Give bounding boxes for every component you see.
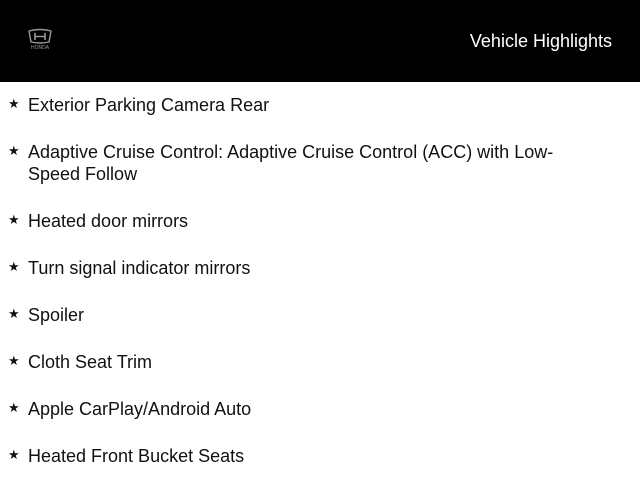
highlight-label: Exterior Parking Camera Rear — [28, 95, 270, 115]
svg-text:HONDA: HONDA — [30, 45, 50, 50]
star-icon: ★ — [8, 353, 20, 368]
list-item — [0, 210, 640, 232]
highlight-label: Heated Front Bucket Seats — [28, 446, 245, 466]
highlight-label: Cloth Seat Trim — [28, 352, 153, 372]
highlights-list — [0, 94, 640, 492]
page-title: Vehicle Highlights — [469, 31, 612, 51]
list-item — [0, 398, 640, 420]
star-icon: ★ — [8, 212, 20, 227]
star-icon: ★ — [8, 447, 20, 462]
list-item — [0, 445, 640, 467]
star-icon: ★ — [8, 259, 20, 274]
star-icon: ★ — [8, 143, 20, 158]
highlight-label: Turn signal indicator mirrors — [28, 258, 251, 278]
honda-logo-icon — [25, 28, 55, 50]
list-item — [0, 351, 640, 373]
highlight-label: Spoiler — [28, 305, 85, 325]
highlight-label: Heated door mirrors — [28, 211, 189, 231]
star-icon: ★ — [8, 400, 20, 415]
highlight-label: Adaptive Cruise Control: Adaptive Cruise Control (ACC) with Low-Speed Follow — [28, 142, 554, 184]
list-item — [0, 304, 640, 326]
star-icon: ★ — [8, 96, 20, 111]
list-item — [0, 141, 640, 185]
highlight-label: Apple CarPlay/Android Auto — [28, 399, 252, 419]
star-icon: ★ — [8, 306, 20, 321]
list-item — [0, 257, 640, 279]
list-item — [0, 94, 640, 116]
page-header — [0, 0, 640, 82]
